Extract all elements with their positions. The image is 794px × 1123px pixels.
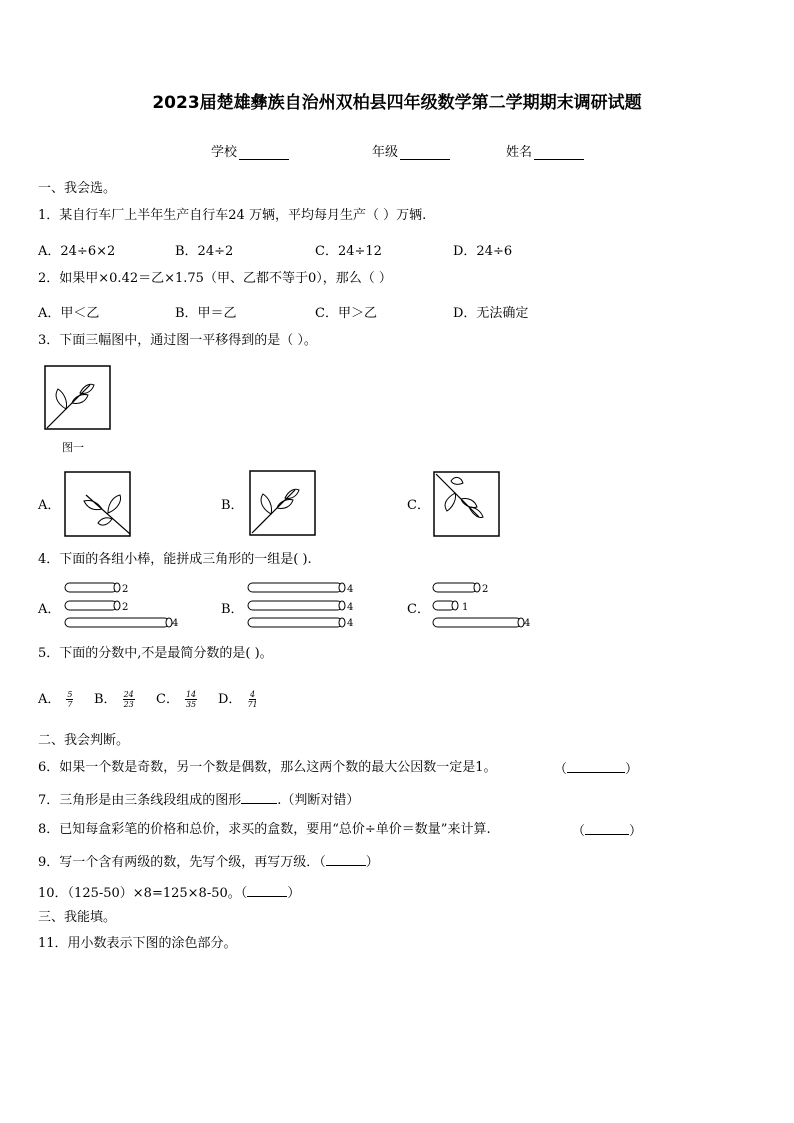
q4-sticks-a[interactable] — [60, 580, 185, 632]
question-7: 7．三角形是由三条线段组成的图形 .（判断对错） — [38, 793, 360, 808]
q5-option-c-label: C． — [156, 692, 179, 707]
q8-answer-blank[interactable]: （ ） — [572, 824, 643, 839]
stick-length-label: 2 — [482, 584, 489, 595]
q3-figure-c[interactable] — [433, 471, 501, 538]
q6-answer-blank[interactable]: （ ） — [554, 762, 639, 777]
stick — [433, 601, 458, 610]
grade-blank[interactable] — [400, 159, 450, 160]
q2-option-b[interactable]: B．甲＝乙 — [175, 306, 237, 321]
fraction: $\frac{5}{7}$ — [67, 690, 73, 709]
fraction: $\frac{14}{35}$ — [185, 690, 197, 709]
question-3: 3．下面三幅图中，通过图一平移得到的是（ ）。 — [38, 333, 317, 348]
stick-length-label: 4 — [524, 618, 531, 629]
name-blank[interactable] — [534, 159, 584, 160]
stick — [248, 618, 345, 627]
figure-one — [44, 365, 112, 431]
school-blank[interactable] — [239, 159, 289, 160]
stick-length-label: 4 — [172, 618, 179, 629]
fraction: $\frac{4}{71}$ — [247, 690, 258, 709]
question-10: 10．（125-50）×8=125×8-50。（ ） — [38, 886, 301, 901]
q3-option-b[interactable]: B． — [221, 498, 244, 513]
q9-answer-blank[interactable] — [326, 853, 366, 866]
q5-option-b[interactable] — [94, 688, 135, 709]
school-field — [211, 141, 289, 160]
stick-length-label: 4 — [347, 618, 354, 629]
section-heading-fill: 三、我能填。 — [38, 910, 117, 925]
q4-option-b[interactable]: B． — [221, 602, 244, 617]
stick — [248, 601, 345, 610]
q5-option-b-label: B． — [94, 692, 117, 707]
page-title: 2023届楚雄彝族自治州双柏县四年级数学第二学期期末调研试题 — [152, 93, 642, 113]
q3-option-a[interactable]: A． — [38, 498, 61, 513]
question-5: 5．下面的分数中,不是最简分数的是( )。 — [38, 646, 273, 661]
q4-option-a[interactable]: A． — [38, 602, 61, 617]
question-8: 8．已知每盒彩笔的价格和总价，求买的盒数，要用“总价÷单价＝数量”来计算. — [38, 822, 491, 837]
section-heading-judge: 二、我会判断。 — [38, 733, 130, 748]
q3-option-c[interactable]: C． — [407, 498, 430, 513]
question-2: 2．如果甲×0.42＝乙×1.75（甲、乙都不等于0），那么（ ） — [38, 271, 392, 286]
q1-option-a[interactable]: A．24÷6×2 — [38, 244, 116, 259]
fraction: $\frac{24}{23}$ — [123, 690, 134, 709]
q2-option-d[interactable]: D．无法确定 — [453, 306, 529, 321]
q5-option-d-label: D． — [218, 692, 242, 707]
stick — [65, 601, 120, 610]
stick — [65, 583, 120, 592]
q10-answer-blank[interactable] — [247, 884, 287, 897]
stick-length-label: 2 — [122, 602, 129, 613]
q1-option-d[interactable]: D．24÷6 — [453, 244, 513, 259]
grade-label: 年级 — [372, 145, 399, 160]
q2-option-a[interactable]: A．甲＜乙 — [38, 306, 100, 321]
school-label: 学校 — [211, 145, 238, 160]
question-4: 4．下面的各组小棒，能拼成三角形的一组是( ). — [38, 552, 312, 567]
q4-sticks-b[interactable] — [243, 580, 363, 632]
stick-length-label: 4 — [347, 584, 354, 595]
q2-option-c[interactable]: C．甲＞乙 — [315, 306, 377, 321]
q3-figure-a[interactable] — [64, 471, 132, 538]
stick-length-label: 2 — [122, 584, 129, 595]
q7-answer-blank[interactable] — [241, 791, 277, 804]
question-1: 1．某自行车厂上半年生产自行车24 万辆，平均每月生产（ ）万辆. — [38, 208, 427, 223]
figure-one-caption: 图一 — [62, 441, 84, 454]
q1-option-c[interactable]: C．24÷12 — [315, 244, 382, 259]
section-heading-choice: 一、我会选。 — [38, 181, 117, 196]
name-field — [506, 141, 584, 160]
q5-option-a-label: A． — [38, 692, 61, 707]
q4-sticks-c[interactable] — [428, 580, 543, 632]
question-9: 9．写一个含有两级的数，先写个级，再写万级．（ ） — [38, 855, 379, 870]
stick — [65, 618, 172, 627]
stick-length-label: 4 — [347, 602, 354, 613]
stick — [433, 583, 480, 592]
q3-figure-b[interactable] — [249, 470, 317, 537]
question-6: 6．如果一个数是奇数，另一个数是偶数，那么这两个数的最大公因数一定是1。 — [38, 760, 497, 775]
q5-option-d[interactable] — [218, 688, 258, 709]
q4-option-c[interactable]: C． — [407, 602, 430, 617]
question-11: 11．用小数表示下图的涂色部分。 — [38, 936, 237, 951]
stick — [433, 618, 524, 627]
grade-field — [372, 141, 450, 160]
q1-option-b[interactable]: B．24÷2 — [175, 244, 234, 259]
q5-option-a[interactable] — [38, 688, 73, 709]
q5-option-c[interactable] — [156, 688, 197, 709]
stick — [248, 583, 345, 592]
stick-length-label: 1 — [462, 602, 469, 613]
name-label: 姓名 — [506, 145, 533, 160]
